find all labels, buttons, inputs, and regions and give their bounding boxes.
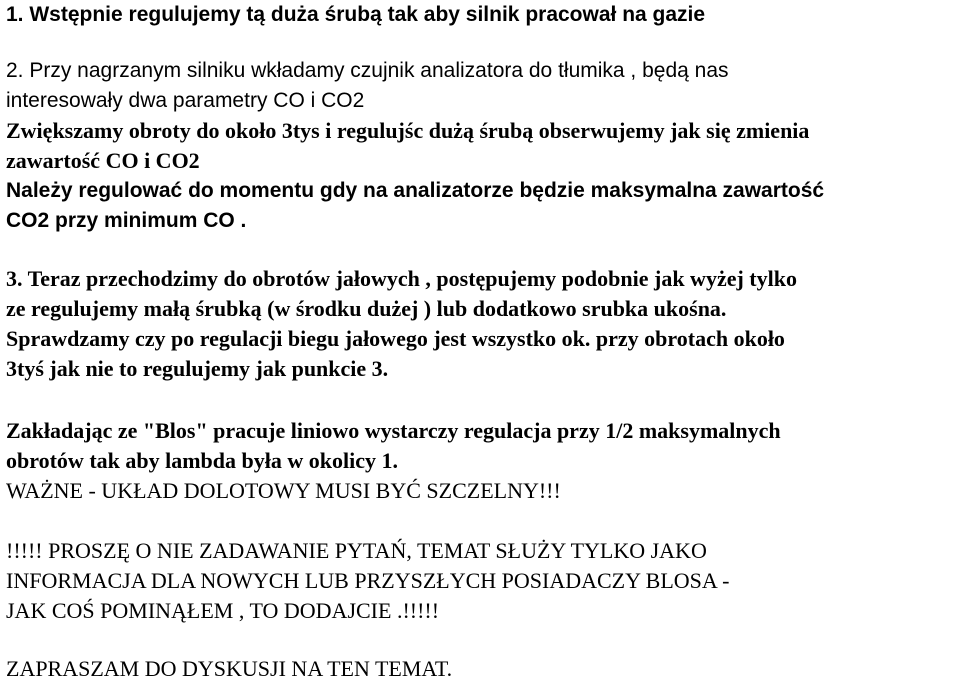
note-line-3: WAŻNE - UKŁAD DOLOTOWY MUSI BYĆ SZCZELNY!!!: [6, 478, 561, 503]
step-3-line-1: 3. Teraz przechodzimy do obrotów jałowych , postępujemy podobnie jak wyżej tylko: [6, 266, 797, 291]
step-3-line-4: 3tyś jak nie to regulujemy jak punkcie 3.: [6, 356, 389, 381]
note-line-1: Zakładając ze "Blos" pracuje liniowo wystarczy regulacja przy 1/2 maksymalnych: [6, 418, 781, 443]
closing-line: ZAPRASZAM DO DYSKUSJI NA TEN TEMAT.: [6, 656, 453, 681]
warning-line-1: !!!!! PROSZĘ O NIE ZADAWANIE PYTAŃ, TEMAT SŁUŻY TYLKO JAKO: [6, 538, 707, 563]
note-line-2: obrotów tak aby lambda była w okolicy 1.: [6, 448, 398, 473]
warning-line-2: INFORMACJA DLA NOWYCH LUB PRZYSZŁYCH POSIADACZY BLOSA -: [6, 568, 730, 593]
step-3-line-2: ze regulujemy małą śrubką (w środku dużej ) lub dodatkowo srubka ukośna.: [6, 296, 727, 321]
warning-line-3: JAK COŚ POMINĄŁEM , TO DODAJCIE .!!!!!: [6, 598, 440, 623]
step-2-line-6: CO2 przy minimum CO .: [6, 209, 247, 232]
step-2-line-4: zawartość CO i CO2: [6, 148, 200, 173]
step-1-line: 1. Wstępnie regulujemy tą duża śrubą tak aby silnik pracował na gazie: [6, 3, 706, 26]
step-2-line-1: 2. Przy nagrzanym silniku wkładamy czujnik analizatora do tłumika , będą nas: [6, 59, 729, 82]
step-3-line-3: Sprawdzamy czy po regulacji biegu jałowego jest wszystko ok. przy obrotach około: [6, 326, 785, 351]
step-2-line-2: interesowały dwa parametry CO i CO2: [6, 89, 365, 112]
step-2-line-5: Należy regulować do momentu gdy na analizatorze będzie maksymalna zawartość: [6, 179, 825, 202]
step-2-line-3: Zwiększamy obroty do około 3tys i regulujśc dużą śrubą obserwujemy jak się zmienia: [6, 118, 810, 143]
